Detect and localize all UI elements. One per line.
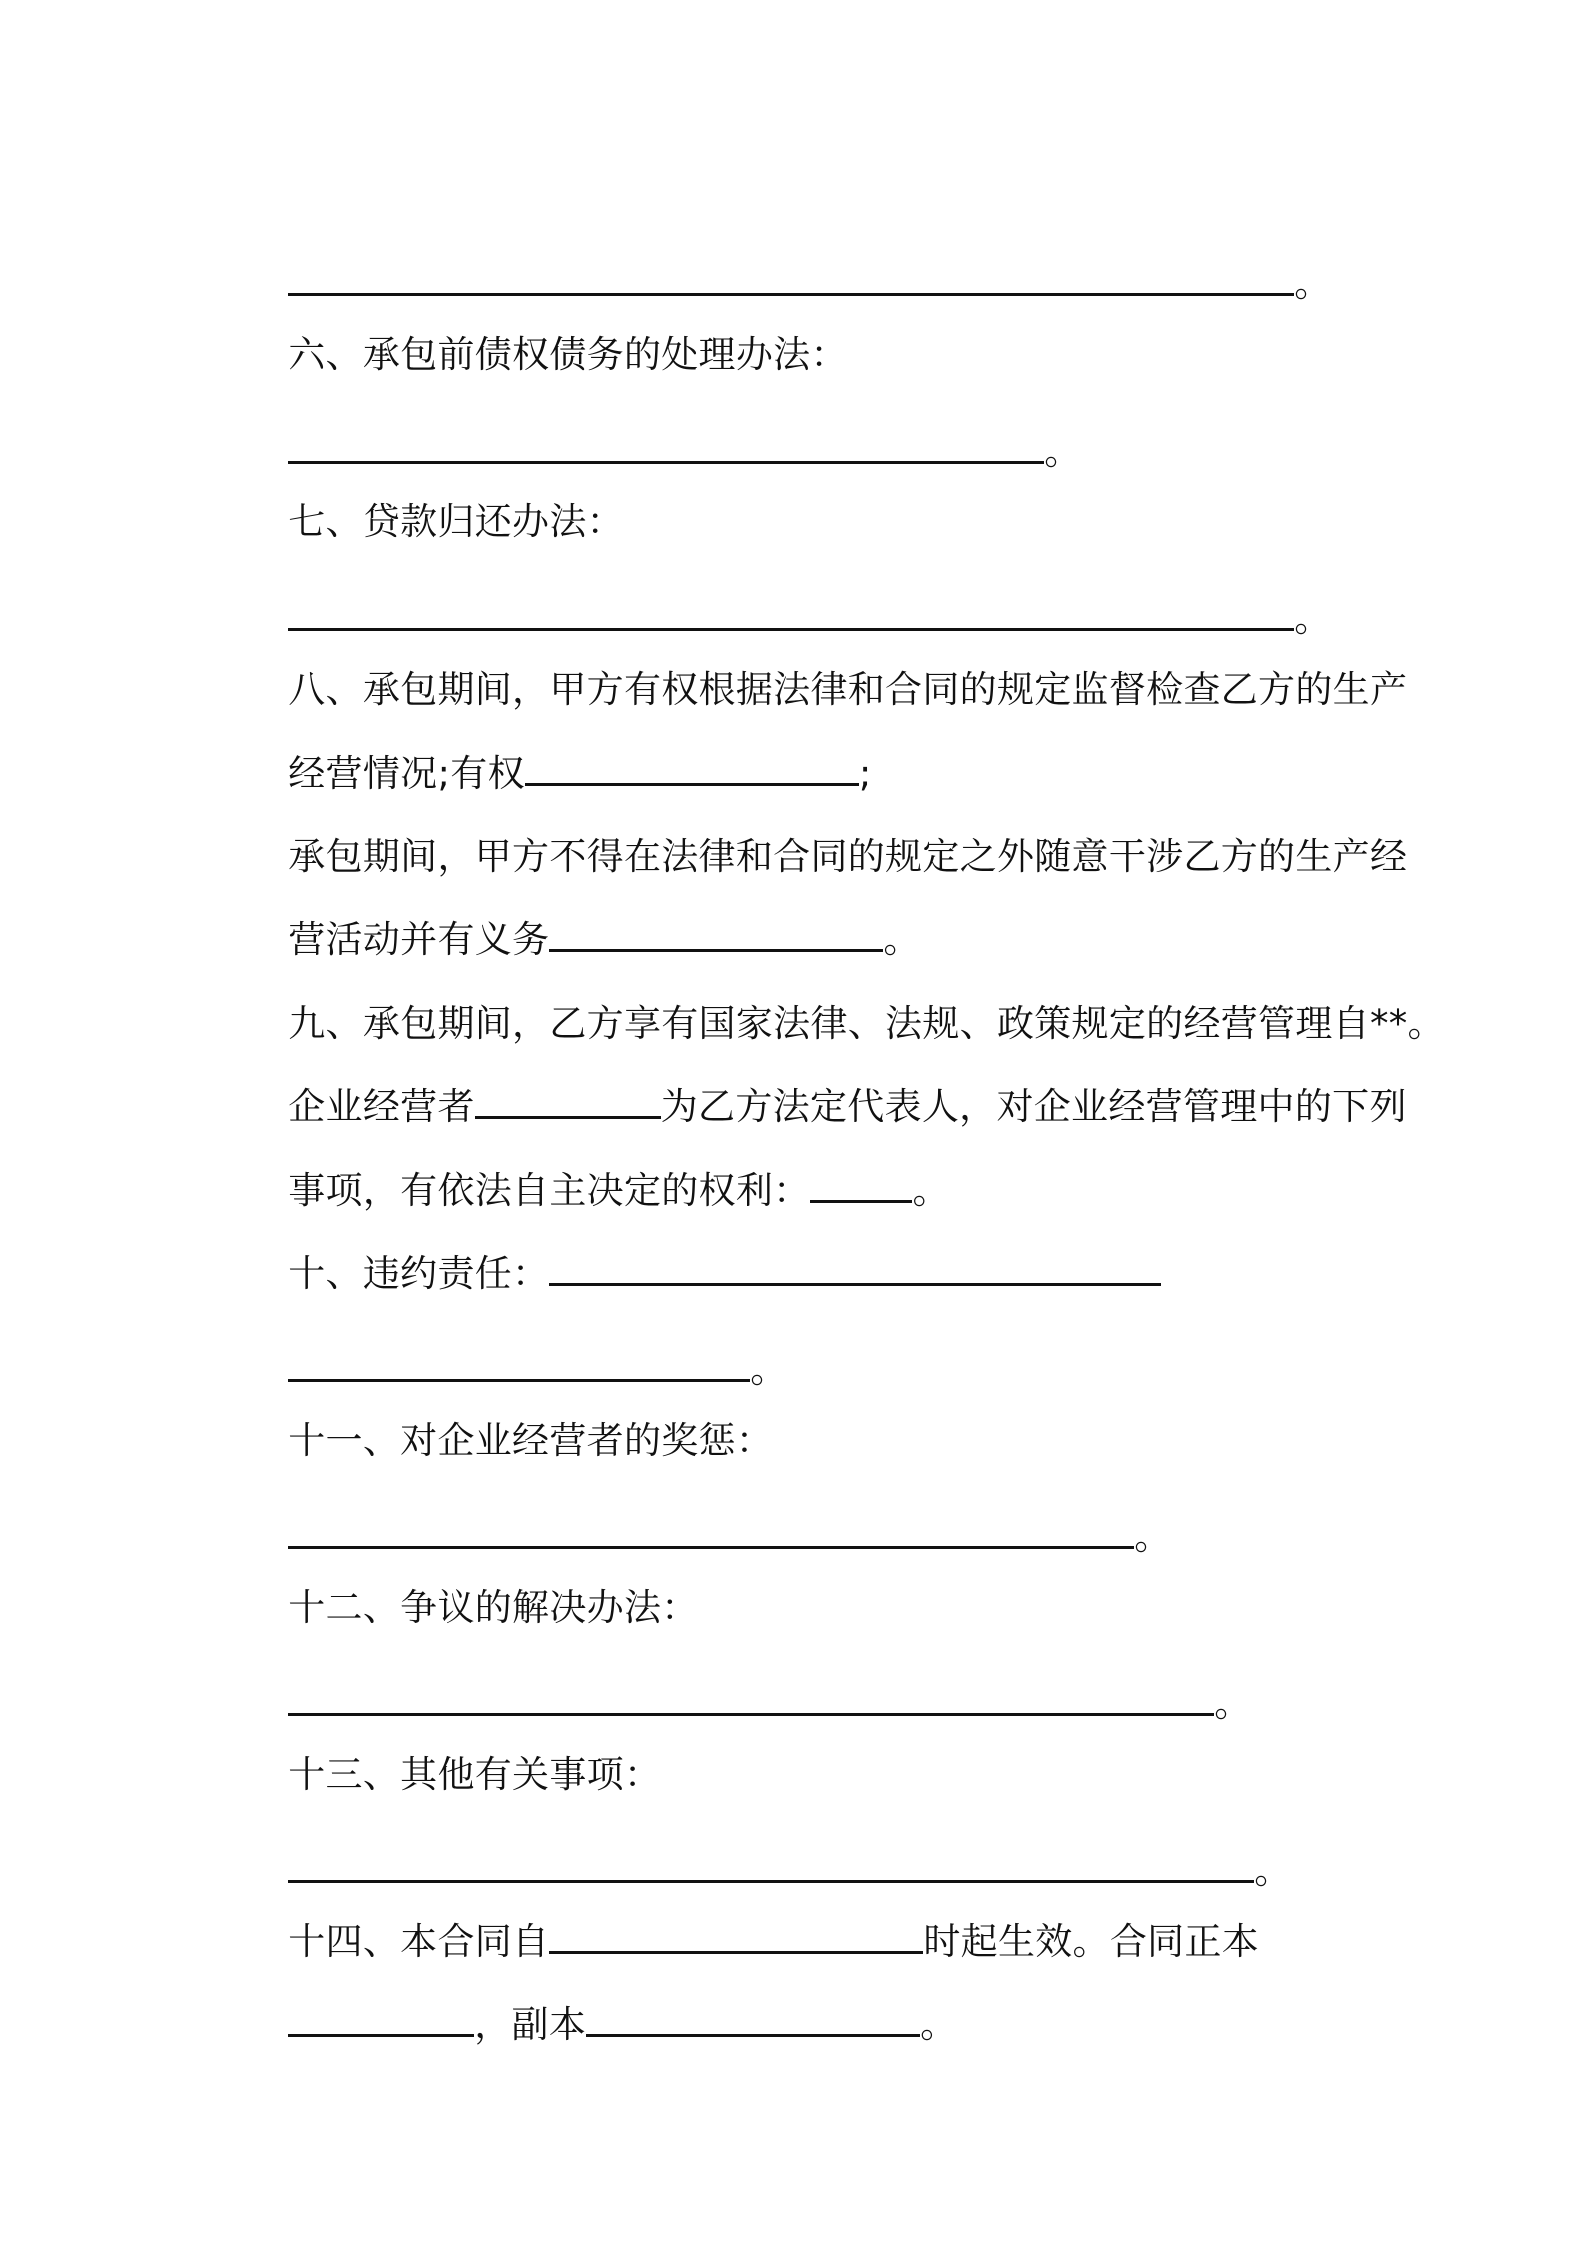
- blank-field[interactable]: [549, 919, 883, 952]
- line-text: 企业经营者: [288, 1085, 475, 1128]
- line-suffix: 。: [1044, 430, 1082, 473]
- line-text: 事项，有依法自主决定的权利：: [288, 1169, 811, 1212]
- fill-line: [240, 1959, 957, 2091]
- blank-field[interactable]: [475, 1086, 661, 1119]
- line-suffix: 。: [920, 2003, 958, 2046]
- line-text: 六、承包前债权债务的处理办法：: [288, 333, 848, 376]
- line-suffix: 。: [1134, 1515, 1172, 1558]
- line-text: 十二、争议的解决办法：: [288, 1586, 699, 1629]
- line-text: 十四、本合同自: [288, 1920, 550, 1963]
- line-text: 十三、其他有关事项：: [288, 1753, 662, 1796]
- line-suffix: 。: [1254, 1849, 1292, 1892]
- line-text: 九、承包期间，乙方享有国家法律、法规、政策规定的经营管理自**。: [288, 1002, 1445, 1045]
- line-suffix: 时起生效。合同正本: [923, 1920, 1260, 1963]
- line-suffix: ;: [858, 752, 872, 795]
- blank-field[interactable]: [525, 753, 859, 786]
- line-suffix: 为乙方法定代表人，对企业经营管理中的下列: [660, 1085, 1407, 1128]
- blank-field[interactable]: [549, 1253, 1161, 1286]
- line-text: 八、承包期间，甲方有权根据法律和合同的规定监督检查乙方的生产: [288, 668, 1408, 711]
- line-text: 经营情况;有权: [288, 752, 525, 795]
- blank-field[interactable]: [288, 2004, 474, 2037]
- line-suffix: 。: [1214, 1682, 1252, 1725]
- line-text: 七、贷款归还办法：: [288, 500, 624, 543]
- line-suffix: 。: [750, 1348, 788, 1391]
- line-text: 承包期间，甲方不得在法律和合同的规定之外随意干涉乙方的生产经: [288, 835, 1408, 878]
- line-suffix: 。: [912, 1169, 950, 1212]
- line-suffix: 。: [1294, 262, 1332, 305]
- line-suffix: 。: [883, 918, 921, 961]
- blank-field[interactable]: [810, 1170, 912, 1203]
- blank-field[interactable]: [549, 1921, 923, 1954]
- line-text: 十一、对企业经营者的奖惩：: [288, 1419, 774, 1462]
- line-text: 营活动并有义务: [288, 918, 550, 961]
- blank-field[interactable]: [586, 2004, 920, 2037]
- line-suffix: 。: [1294, 597, 1332, 640]
- line-middle: ，副本: [474, 2003, 587, 2046]
- line-text: 十、违约责任：: [288, 1252, 550, 1295]
